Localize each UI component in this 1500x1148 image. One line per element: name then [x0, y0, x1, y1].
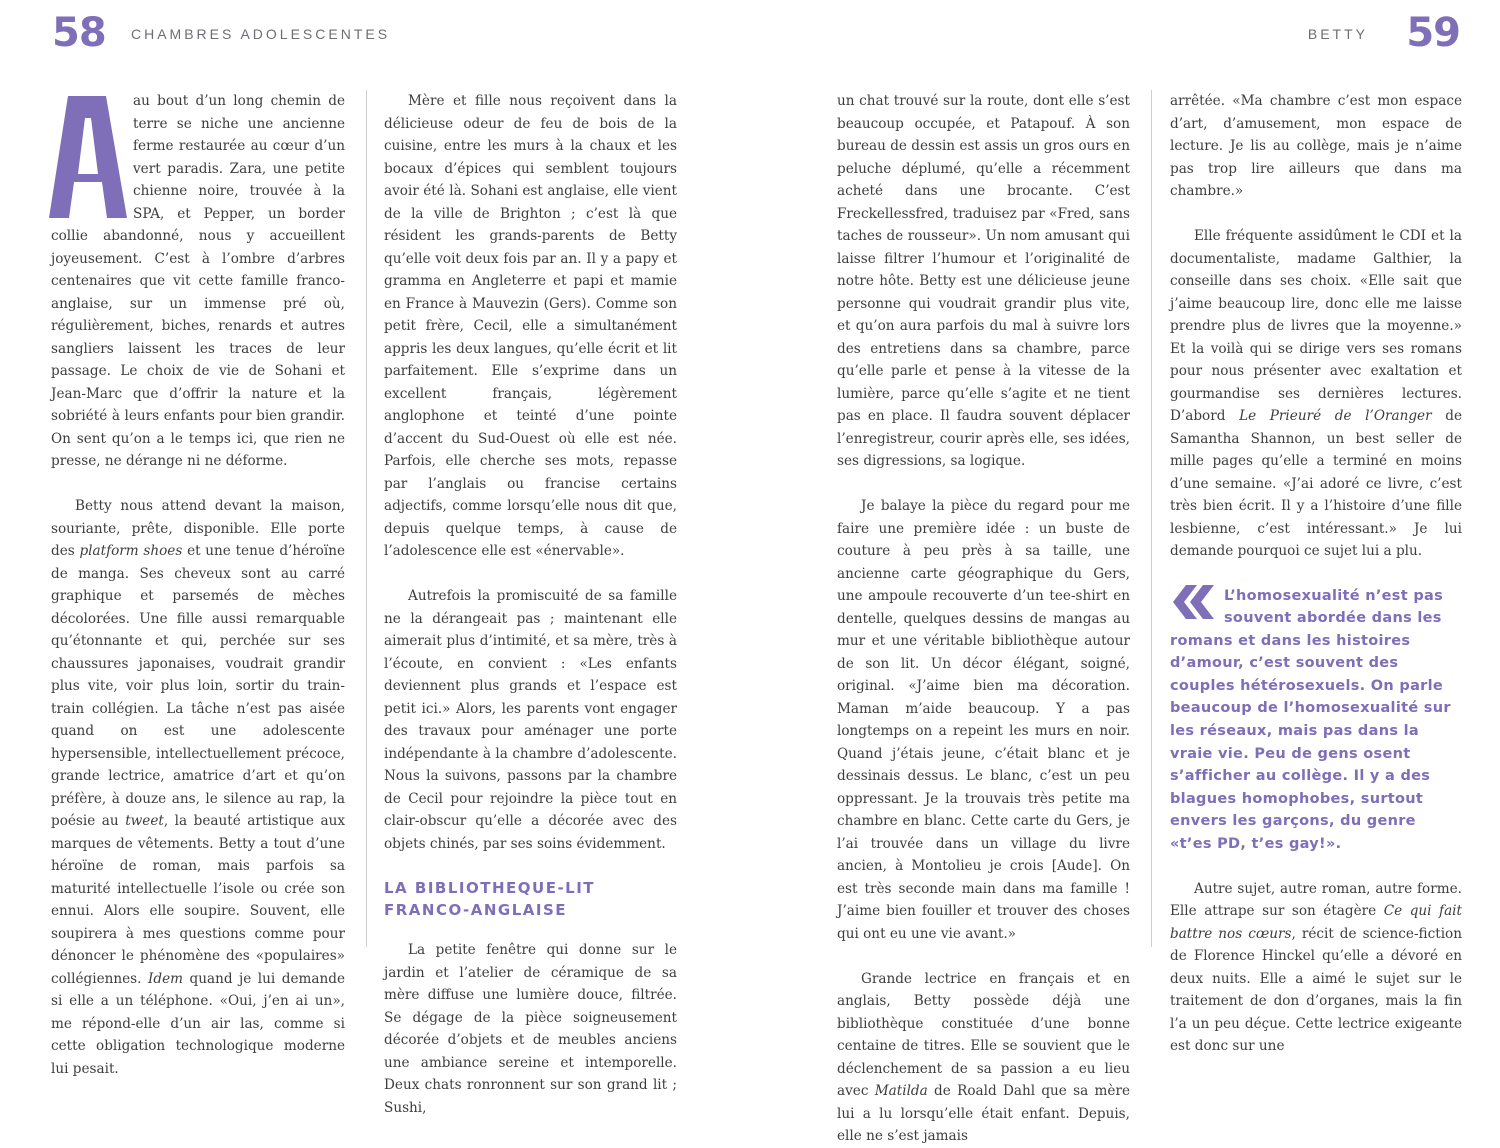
left-running-header: CHAMBRES ADOLESCENTES: [131, 26, 391, 42]
text-column-4: [1170, 90, 1462, 1055]
column-divider: [366, 90, 367, 947]
text-column-2: [384, 90, 677, 1116]
paragraph: un chat trouvé sur la route, dont elle s’est beaucoup occupée, et Patapouf. À son bureau de dessin est assis un gros ours en peluche déplumé, qu’elle a récemment acheté dans une brocante. C’est Freckellessfred, traduisez par «Fred, sans taches de rousseur». Un nom amusant qui laisse filtrer l’humour et l’originalité de notre hôte. Betty est une délicieuse jeune personne qui voudrait grandir plus vite, et qu’on aura parfois du mal à suivre lors des entretiens dans sa chambre, parce qu’elle parle et pense à la vitesse de la lumière, parce qu’elle s’agite et ne tient pas en place. Il faudra souvent déplacer l’enregistreur, courir après elle, ses idées, ses digressions, sa logique.: [837, 93, 1130, 469]
paragraph: Grande lectrice en français et en anglais, Betty possède déjà une bibliothèque constituée d’une bonne centaine de titres. Elle se souvient que le déclenchement de sa passion a eu lieu avec Matilda de Roald Dahl que sa mère lui a lu lorsqu’elle était enfant. Depuis, elle ne s’est jamais: [837, 970, 1131, 1144]
right-page-number: 59: [1406, 10, 1460, 56]
paragraph: Elle fréquente assidûment le CDI et la documentaliste, madame Galthier, la conseille dans ses choix. «Elle sait que j’aime beaucoup lire, donc elle me laisse prendre plus de livres que la moyenne.» Et la voilà qui se dirige vers ses romans pour nous présenter avec exaltation et gourmandise ses dernières lectures. D’abord Le Prieuré de l’Oranger de Samantha Shannon, un best seller de mille pages qu’elle a terminé en moins d’une semaine. «J’ai adoré ce livre, c’est très bien écrit. Il y a l’histoire d’une fille lesbienne, c’est intéressant.» Je lui demande pourquoi ce sujet lui a plu.: [1170, 228, 1462, 559]
paragraph: Je balaye la pièce du regard pour me faire une première idée : un buste de couture à peu près à sa taille, une ancienne carte géographique du Gers, une ampoule recouverte d’un tee-shirt en dentelle, quelques dessins de mangas au mur et une véritable bibliothèque autour de son lit. Un décor élégant, soigné, original. «J’aime bien ma décoration. Maman m’aide beaucoup. Y a pas longtemps on a repeint les murs en noir. Quand j’étais jeune, c’était blanc et je dessinais dessus. Le blanc, c’est un peu oppressant. Je la trouvais très petite ma chambre en blanc. Cette carte du Gers, je l’ai trouvée dans un village du livre ancien, à Montolieu je crois [Aude]. On est très seconde main dans ma famille ! J’aime bien fouiller et trouver des choses qui ont eu une vie avant.»: [837, 498, 1130, 942]
double-chevron-left-icon: [1170, 585, 1216, 619]
paragraph: Mère et fille nous reçoivent dans la délicieuse odeur de feu de bois de la cuisine, entre les murs à la chaux et les bocaux d’épices qui semblent toujours avoir été là. Sohani est anglaise, elle vient de la ville de Brighton ; c’est là que résident les grands-parents de Betty qu’elle voit deux fois par an. Il y a papy et gramma en Angleterre et papi et mamie en France à Mauvezin (Gers). Comme son petit frère, Cecil, elle a simultanément appris les deux langues, qu’elle écrit et lit parfaitement. Elle s’exprime dans un excellent français, légèrement anglophone et teinté d’une pointe d’accent du Sud-Ouest où elle est née. Parfois, elle cherche ses mots, repasse par l’anglais ou francise certains adjectifs, comme lorsqu’elle nous dit que, depuis quelque temps, à cause de l’adolescence elle est «énervable».: [384, 93, 677, 559]
paragraph: Autrefois la promiscuité de sa famille ne la dérangeait pas ; maintenant elle aimerait plus d’intimité, et sa mère, très à l’écoute, en convient : «Les enfants deviennent plus grands et l’espace est petit ici.» Alors, les parents vont engager des travaux pour aménager une porte indépendante à la chambre d’adolescente. Nous la suivons, passons par la chambre de Cecil pour rejoindre la pièce tout en clair-obscur qu’elle a décorée avec des objets chinés, par ses soins évidemment.: [384, 588, 677, 852]
right-running-header: BETTY: [1307, 26, 1368, 42]
paragraph: Betty nous attend devant la maison, souriante, prête, disponible. Elle porte des platform shoes et une tenue d’héroïne de manga. Ses cheveux sont au carré graphique et parsemés de mèches décolorées. Une fille aussi remarquable qu’étonnante et qui, perchée sur ses chaussures japonaises, voudrait grandir plus vite, voir plus loin, sortir du train-train collégien. La tâche n’est pas aisée quand on est une adolescente hypersensible, intellectuellement précoce, grande lectrice, amatrice d’art et qu’on préfère, à douze ans, le silence au rap, la poésie au tweet, la beauté artistique aux marques de vêtements. Betty a tout d’une héroïne de roman, mais parfois sa maturité intellectuelle l’isole ou crée son ennui. Alors elle soupire. Souvent, elle soupirera à mes questions comme pour dénoncer le phénomène des «populaires» collégiennes. Idem quand je lui demande si elle a un téléphone. «Oui, j’en ai un», me répond-elle d’un air las, comme si cette obligation technologique moderne lui pesait.: [51, 498, 346, 1077]
pull-quote: L’homosexualité n’est pas souvent abordée dans les romans et dans les histoires d’amour, c’est souvent des couples hétérosexuels. On parle beaucoup de l’homosexualité sur les réseaux, mais pas dans la vraie vie. Peu de gens osent s’afficher au collège. Il y a des blagues homophobes, surtout envers les garçons, du genre «t’es PD, t’es gay!».: [1170, 585, 1462, 856]
paragraph: arrêtée. «Ma chambre c’est mon espace d’art, d’amusement, mon espace de lecture. Je lis au collège, mais je n’aime pas trop lire ailleurs que dans ma chambre.»: [1170, 93, 1462, 199]
section-subheading: LA BIBLIOTHEQUE-LIT FRANCO-ANGLAISE: [384, 879, 596, 919]
text-column-1: [51, 90, 346, 1077]
column-divider: [1151, 90, 1152, 947]
paragraph: au bout d’un long chemin de terre se niche une ancienne ferme restaurée au cœur d’un vert paradis. Zara, une petite chienne noire, trouvée à la SPA, et Pepper, un border collie abandonné, nous y accueillent joyeusement. C’est à l’ombre d’arbres centenaires que vit cette famille franco-anglaise, sur un immense pré où, régulièrement, biches, renards et autres sangliers laissent les traces de leur passage. Le choix de vie de Sohani et Jean-Marc que d’offrir la nature et la sobriété à leurs enfants pour bien grandir. On sent qu’on a le temps ici, que rien ne presse, ne dérange ni ne déforme.: [51, 93, 345, 469]
text-column-3: [837, 90, 1131, 1144]
left-page-number: 58: [52, 10, 106, 56]
paragraph: Autre sujet, autre roman, autre forme. Elle attrape sur son étagère Ce qui fait battre nos cœurs, récit de science-fiction de Florence Hinckel qu’elle a dévoré en deux nuits. Elle a aimé le sujet sur le traitement de don d’organes, mais la fin l’a un peu déçue. Cette lectrice exigeante est donc sur une: [1170, 880, 1462, 1055]
paragraph: La petite fenêtre qui donne sur le jardin et l’atelier de céramique de sa mère diffuse une lumière douce, filtrée. Se dégage de la pièce soigneusement décorée d’objets et de meubles anciens une ambiance sereine et intemporelle. Deux chats ronronnent sur son grand lit ; Sushi,: [384, 942, 677, 1116]
dropcap-letter-a: [49, 96, 127, 218]
